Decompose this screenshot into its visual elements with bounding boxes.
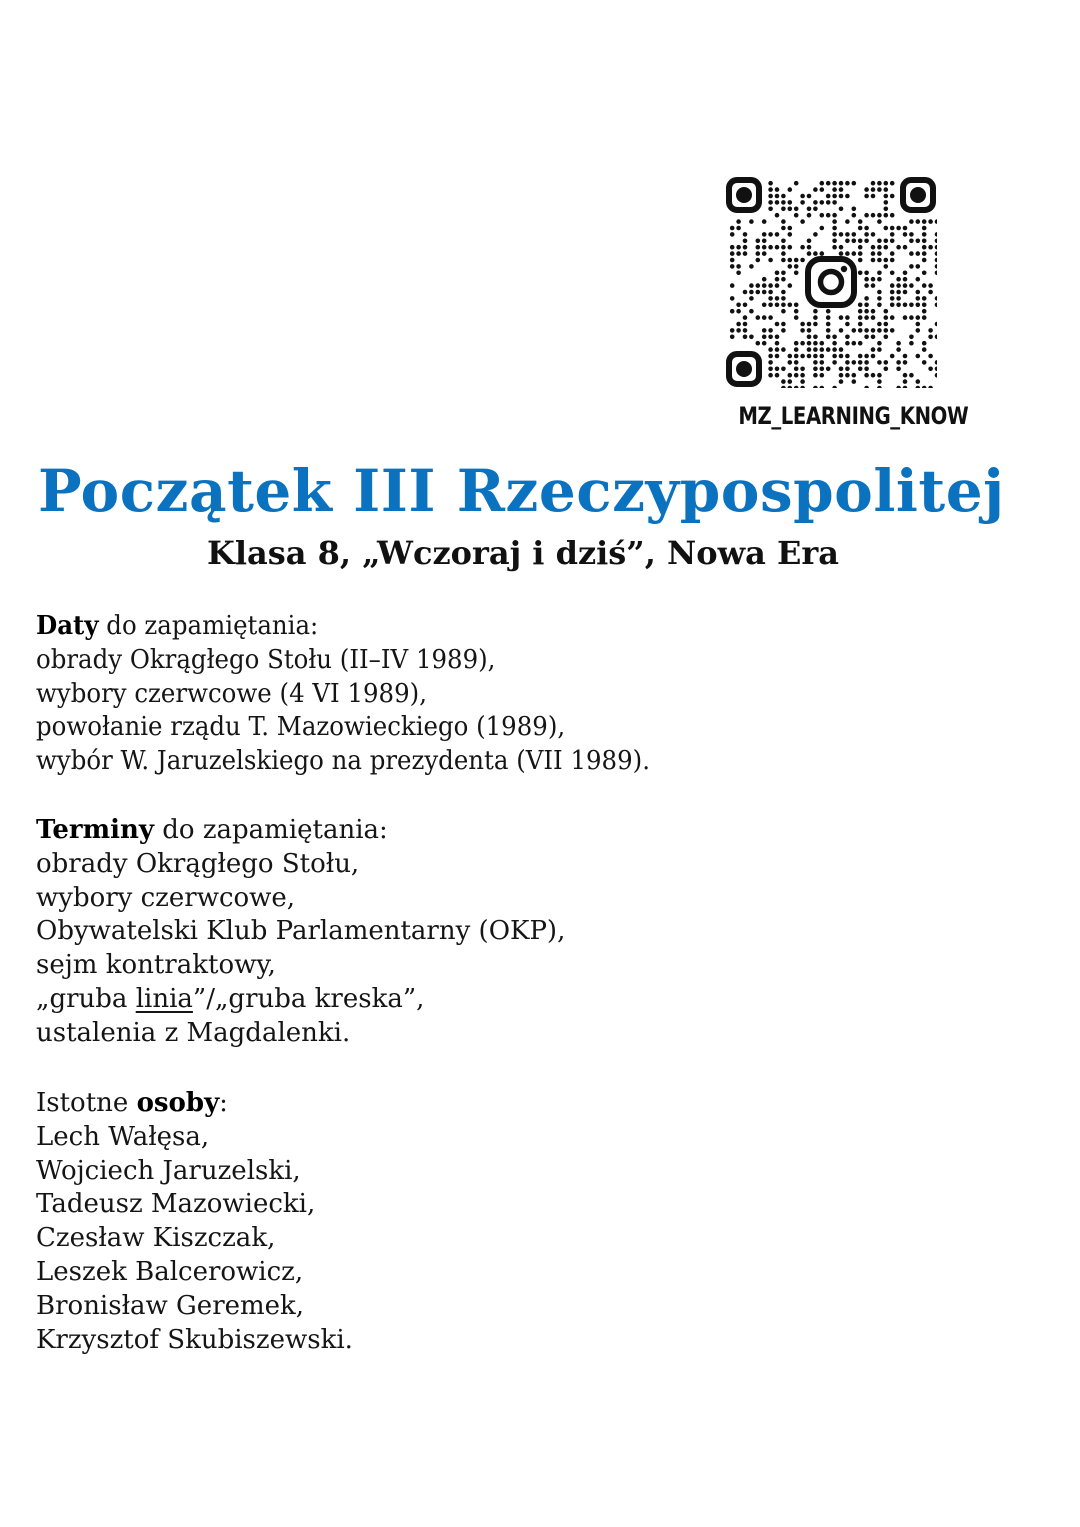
date-item: powołanie rządu T. Mazowieckiego (1989), xyxy=(36,712,566,743)
instagram-handle: MZ_LEARNING_KNOW xyxy=(738,402,969,430)
term-gruba-suffix: ”/„gruba kreska”, xyxy=(192,983,425,1014)
instagram-qr-block xyxy=(718,176,969,430)
term-item: obrady Okrągłego Stołu, xyxy=(36,848,360,879)
qr-code[interactable] xyxy=(725,176,937,388)
person-item: Krzysztof Skubiszewski. xyxy=(36,1324,353,1355)
dates-heading-bold: Daty xyxy=(36,611,99,641)
term-item: Obywatelski Klub Parlamentarny (OKP), xyxy=(36,916,566,947)
term-gruba-prefix: „gruba xyxy=(36,983,136,1014)
date-item: wybór W. Jaruzelskiego na prezydenta (VII 1989). xyxy=(36,746,650,777)
person-item: Tadeusz Mazowiecki, xyxy=(36,1189,316,1220)
dates-section xyxy=(36,610,689,779)
person-item: Wojciech Jaruzelski, xyxy=(36,1155,301,1186)
terms-heading xyxy=(36,814,565,848)
terms-heading-rest: do zapamiętania: xyxy=(154,815,388,845)
dates-heading xyxy=(36,610,650,644)
date-item: obrady Okrągłego Stołu (II–IV 1989), xyxy=(36,644,496,675)
person-item: Leszek Balcerowicz, xyxy=(36,1256,304,1287)
dates-heading-rest: do zapamiętania: xyxy=(98,611,319,641)
page-subtitle: Klasa 8, „Wczoraj i dziś”, Nowa Era xyxy=(207,534,839,572)
term-item: wybory czerwcowe, xyxy=(36,882,296,913)
qr-code-graphic xyxy=(725,176,937,388)
person-item: Lech Wałęsa, xyxy=(36,1121,210,1152)
terms-section xyxy=(36,814,565,1051)
person-item: Bronisław Geremek, xyxy=(36,1290,305,1321)
page-title: Początek III Rzeczypospolitej xyxy=(38,457,1005,525)
people-heading-post: : xyxy=(219,1088,228,1118)
term-gruba-underlined: linia xyxy=(135,983,193,1014)
term-item: sejm kontraktowy, xyxy=(36,950,276,981)
person-item: Czesław Kiszczak, xyxy=(36,1223,276,1254)
term-item: ustalenia z Magdalenki. xyxy=(36,1017,351,1048)
date-item: wybory czerwcowe (4 VI 1989), xyxy=(36,678,427,709)
people-heading-pre: Istotne xyxy=(36,1088,137,1118)
people-heading xyxy=(36,1087,353,1121)
terms-heading-bold: Terminy xyxy=(36,815,155,845)
term-item-gruba-linia xyxy=(36,983,565,1017)
people-section xyxy=(36,1087,353,1357)
people-heading-bold: osoby xyxy=(136,1088,220,1118)
